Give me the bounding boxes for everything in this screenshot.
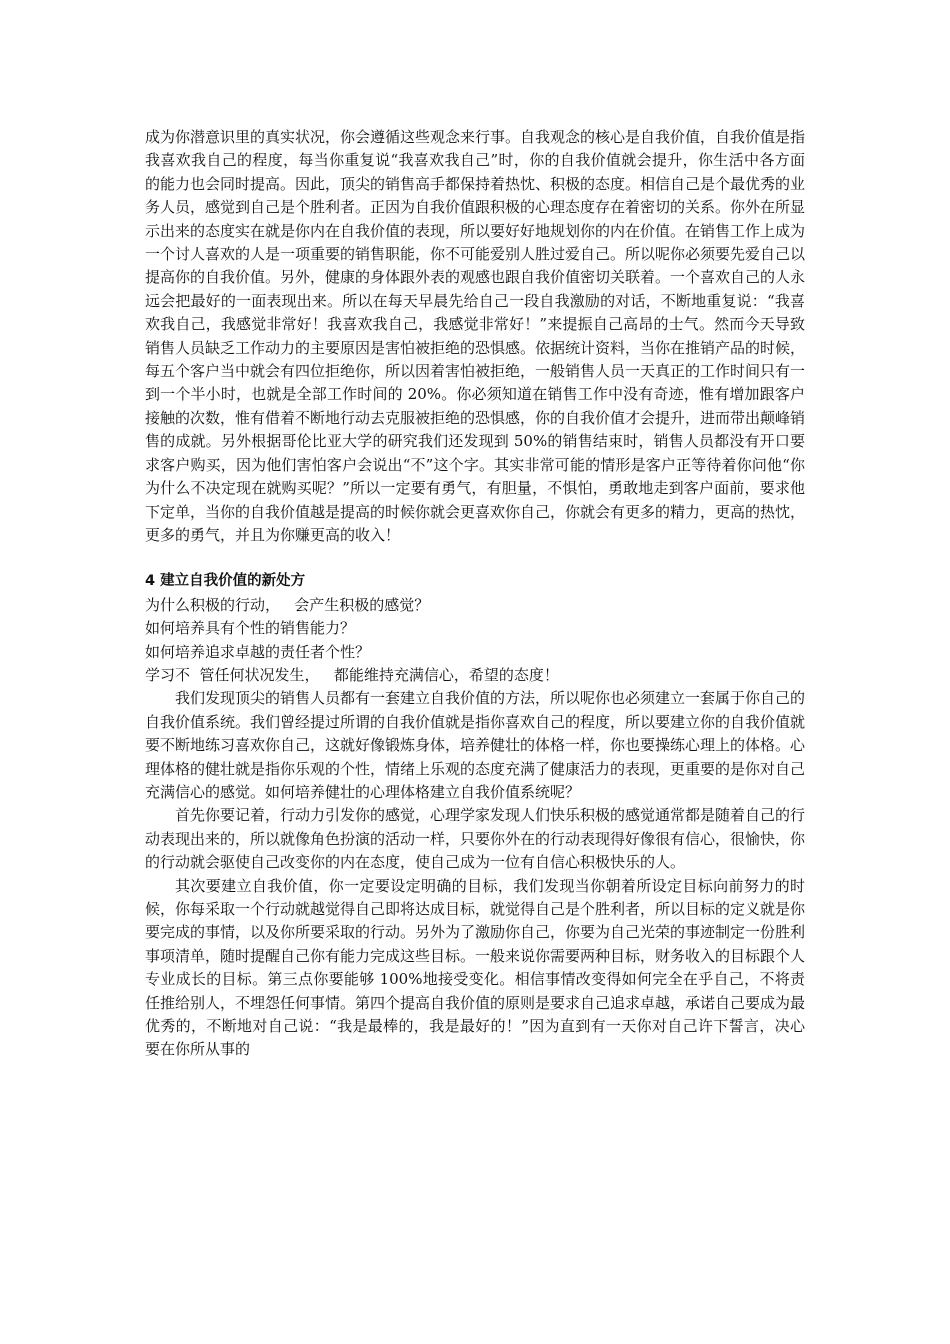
body-paragraph-1: 我们发现顶尖的销售人员都有一套建立自我价值的方法，所以呢你也必须建立一套属于你自己的自我价值系统。我们曾经提过所谓的自我价值就是指你喜欢自己的程度，所以要建立你的自我价值就要不断地练习喜欢你自己，这就好像锻炼身体，培养健壮的体格一样，你也要操练心理上的体格。心理体格的健壮就是指你乐观的个性，情绪上乐观的态度充满了健康活力的表现，更重要的是你对自己充满信心的感觉。如何培养健壮的心理体格建立自我价值系统呢？	[145, 689, 806, 801]
question-line-2: 如何培养具有个性的销售能力？	[145, 619, 356, 638]
intro-paragraph: 成为你潜意识里的真实状况，你会遵循这些观念来行事。自我观念的核心是自我价值，自我价值是指我喜欢我自己的程度，每当你重复说“我喜欢我自己”时，你的自我价值就会提升，你生活中各方面的能力也会同时提高。因此，顶尖的销售高手都保持着热忱、积极的态度。相信自己是个最优秀的业务人员，感觉到自己是个胜利者。正因为自我价值跟积极的心理态度存在着密切的关系。你外在所显示出来的态度实在就是你内在自我价值的表现，所以要好好地规划你的内在价值。在销售工作上成为一个讨人喜欢的人是一项重要的销售职能，你不可能爱别人胜过爱自己。所以呢你必须要先爱自己以提高你的自我价值。另外，健康的身体跟外表的观感也跟自我价值密切关联着。一个喜欢自己的人永远会把最好的一面表现出来。所以在每天早晨先给自己一段自我激励的对话，不断地重复说：“我喜欢我自己，我感觉非常好！我喜欢我自己，我感觉非常好！”来提振自己高昂的士气。然而今天导致销售人员缺乏工作动力的主要原因是害怕被拒绝的恐惧感。依据统计资料，当你在推销产品的时候，每五个客户当中就会有四位拒绝你，所以因着害怕被拒绝，一般销售人员一天真正的工作时间只有一到一个半小时，也就是全部工作时间的 20%。你必须知道在销售工作中没有奇迹，惟有增加跟客户接触的次数，惟有借着不断地行动去克服被拒绝的恐惧感，你的自我价值才会提升，进而带出颠峰销售的成就。另外根据哥伦比亚大学的研究我们还发现到 50%的销售结束时，销售人员都没有开口要求客户购买，因为他们害怕客户会说出“不”这个字。其实非常可能的情形是客户正等待着你问他“你为什么不决定现在就购买呢？”所以一定要有勇气，有胆量，不惧怕，勇敢地走到客户面前，要求他下定单，当你的自我价值越是提高的时候你就会更喜欢你自己，你就会有更多的精力，更高的热忱，更多的勇气，并且为你赚更高的收入！	[145, 128, 806, 544]
question-line-1: 为什么积极的行动， 会产生积极的感觉？	[145, 595, 430, 614]
paragraph-gap	[145, 547, 805, 570]
section-heading: 4 建立自我价值的新处方	[145, 573, 306, 590]
question-line-3: 如何培养追求卓越的责任者个性？	[145, 642, 371, 661]
body-paragraph-2: 首先你要记着，行动力引发你的感觉，心理学家发现人们快乐积极的感觉通常都是随着自己的行动表现出来的，所以就像角色扮演的活动一样，只要你外在的行动表现得好像很有信心，很愉快，你的行动就会驱使自己改变你的内在态度，使自己成为一位有自信心积极快乐的人。	[145, 806, 806, 872]
body-paragraph-3: 其次要建立自我价值，你一定要设定明确的目标，我们发现当你朝着所设定目标向前努力的时候，你每采取一个行动就越觉得自己即将达成目标，就觉得自己是个胜利者，所以目标的定义就是你要完成的事情，以及你所要采取的行动。另外为了激励你自己，你要为自己光荣的事迹制定一份胜利事项清单，随时提醒自己你有能力完成这些目标。一般来说你需要两种目标，财务收入的目标跟个人专业成长的目标。第三点你要能够 100%地接受变化。相信事情改变得如何完全在乎自己，不将责任推给别人，不埋怨任何事情。第四个提高自我价值的原则是要求自己追求卓越，承诺自己要成为最优秀的，不断地对自己说：“我是最棒的，我是最好的！”因为直到有一天你对自己许下誓言，决心要在你所从事的	[145, 876, 806, 1059]
document-page	[145, 126, 805, 1062]
question-line-4: 学习不 管任何状况发生， 都能维持充满信心，希望的态度！	[145, 665, 559, 684]
